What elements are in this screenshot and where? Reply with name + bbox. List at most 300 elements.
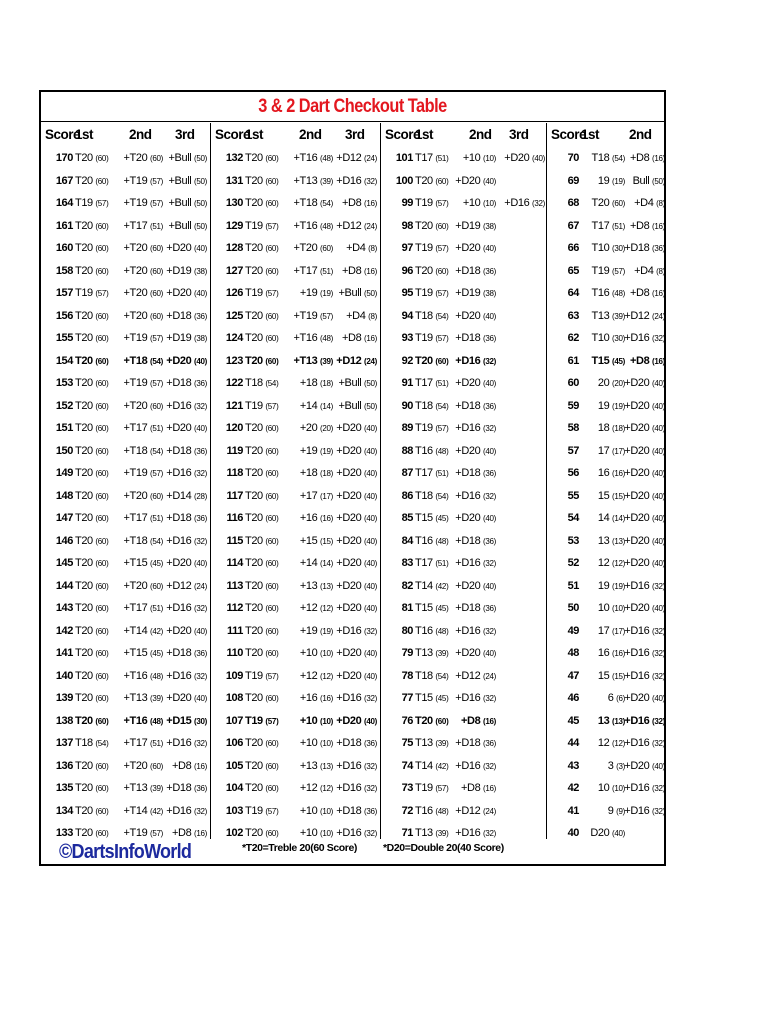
dart-points: (19) [611, 581, 625, 591]
dart-target: T18 [415, 489, 433, 502]
dart-points: (54) [435, 311, 449, 321]
score-cell: 155 [55, 332, 73, 344]
table-row [381, 687, 546, 710]
dart-points: (13) [611, 716, 625, 726]
dart-target: +D18 [166, 782, 192, 794]
dart-points: (48) [435, 806, 449, 816]
dart-points: (3) [616, 761, 625, 771]
second-dart-cell [452, 710, 496, 734]
dart-target: +D20 [455, 377, 481, 389]
first-dart-cell [75, 530, 119, 554]
dart-target: T20 [245, 534, 263, 547]
dart-points: (60) [95, 311, 109, 321]
dart-target: +T19 [123, 377, 148, 389]
third-dart-cell [161, 147, 207, 171]
third-dart-cell [161, 687, 207, 711]
dart-points: (36) [482, 536, 496, 546]
dart-points: (39) [319, 356, 333, 366]
dart-points: (60) [95, 649, 109, 658]
first-dart-cell [245, 777, 289, 801]
third-dart-cell [161, 597, 207, 621]
dart-target: T20 [415, 174, 433, 187]
first-dart-cell [245, 372, 289, 396]
dart-target: +D4 [634, 264, 654, 277]
dart-target: T19 [415, 422, 433, 434]
table-row [41, 237, 210, 260]
second-dart-cell [115, 485, 163, 509]
second-dart-cell [617, 665, 665, 689]
score-cell: 111 [227, 624, 243, 637]
table-row [41, 665, 210, 688]
dart-target: +D8 [342, 264, 362, 277]
third-dart-cell [331, 170, 377, 194]
first-dart-cell [245, 417, 289, 441]
dart-target: T19 [415, 332, 433, 344]
dart-points: (10) [319, 829, 333, 838]
score-cell: 87 [401, 467, 413, 479]
table-row [381, 417, 546, 440]
dart-points: (60) [265, 446, 279, 456]
dart-target: +D16 [336, 827, 362, 839]
third-dart-cell [331, 417, 377, 441]
second-dart-cell [452, 777, 496, 801]
dart-points: (10) [319, 806, 333, 816]
score-cell: 103 [225, 804, 243, 817]
first-dart-cell [75, 800, 119, 824]
first-dart-cell [245, 147, 289, 171]
score-cell: 58 [567, 422, 579, 434]
dart-target: +T17 [293, 264, 318, 277]
dart-points: (24) [482, 671, 496, 681]
dart-points: (16) [482, 716, 496, 726]
second-dart-cell [285, 665, 333, 689]
dart-points: (30) [193, 716, 207, 726]
dart-target: +T19 [123, 467, 148, 479]
table-row [381, 170, 546, 193]
dart-points: (40) [651, 446, 665, 456]
first-dart-cell [75, 215, 119, 239]
dart-points: (42) [149, 806, 163, 816]
dart-target: T20 [245, 579, 263, 592]
dart-target: T20 [415, 264, 433, 277]
table-row [547, 417, 668, 440]
table-row [41, 710, 210, 733]
second-dart-header: 2nd [629, 127, 652, 142]
first-dart-cell [245, 575, 289, 599]
dart-target: +D4 [634, 197, 654, 209]
second-dart-cell [115, 192, 163, 216]
dart-target: T20 [75, 669, 93, 682]
dart-target: +D20 [624, 467, 650, 479]
dart-target: +T13 [293, 174, 318, 187]
checkout-table [39, 90, 666, 866]
third-dart-cell [331, 305, 377, 329]
dart-target: T20 [245, 557, 263, 569]
dart-points: (40) [193, 244, 207, 253]
score-cell: 59 [567, 399, 579, 412]
dart-points: (14) [319, 559, 333, 568]
dart-points: (48) [435, 536, 449, 546]
third-dart-cell [331, 215, 377, 239]
score-cell: 141 [55, 647, 73, 659]
dart-points: (40) [193, 356, 207, 366]
first-dart-cell [245, 800, 289, 824]
score-cell: 133 [55, 827, 73, 839]
table-row [547, 687, 668, 710]
dart-target: +D16 [166, 669, 192, 682]
table-row [211, 260, 380, 283]
dart-points: (60) [265, 626, 279, 636]
dart-target: +D20 [624, 489, 650, 502]
dart-target: +D16 [166, 399, 192, 412]
table-row [41, 800, 210, 823]
second-dart-cell [617, 170, 665, 194]
dart-target: T20 [75, 219, 93, 232]
dart-target: T13 [415, 737, 433, 749]
dart-target: +D18 [455, 467, 481, 479]
score-cell: 45 [567, 714, 579, 727]
dart-points: (36) [482, 739, 496, 748]
dart-target: T20 [75, 557, 93, 569]
table-row [211, 485, 380, 508]
second-dart-cell [452, 485, 496, 509]
dart-target: 16 [597, 467, 610, 479]
table-row [41, 170, 210, 193]
second-dart-header: 2nd [299, 127, 322, 142]
second-dart-cell [285, 395, 333, 419]
dart-target: T17 [415, 152, 433, 164]
table-row [547, 620, 668, 643]
dart-target: T13 [591, 309, 610, 322]
dart-points: (40) [363, 649, 377, 658]
score-cell: 86 [401, 489, 413, 502]
score-cell: 42 [567, 782, 579, 794]
dart-points: (32) [482, 694, 496, 703]
score-cell: 121 [225, 399, 243, 412]
dart-points: (19) [319, 626, 333, 636]
first-dart-header: 1st [581, 127, 600, 142]
table-row [381, 755, 546, 778]
dart-target: +T20 [123, 489, 148, 502]
third-dart-cell [331, 507, 377, 531]
third-dart-cell [161, 417, 207, 441]
dart-target: +13 [299, 579, 318, 592]
dart-target: +D4 [346, 242, 366, 254]
table-row [41, 507, 210, 530]
second-dart-cell [115, 350, 163, 374]
dart-target: +D8 [630, 354, 650, 367]
score-cell: 97 [401, 242, 413, 254]
score-cell: 84 [401, 534, 413, 547]
dart-points: (57) [95, 199, 109, 208]
score-cell: 106 [225, 737, 243, 749]
dart-points: (40) [651, 424, 665, 433]
second-dart-cell [285, 800, 333, 824]
first-dart-cell [245, 192, 289, 216]
dart-target: T14 [415, 579, 433, 592]
table-row [41, 305, 210, 328]
second-dart-cell [115, 282, 163, 306]
dart-points: (57) [435, 199, 449, 208]
table-row [41, 485, 210, 508]
table-row [547, 215, 668, 238]
second-dart-cell [115, 147, 163, 171]
dart-target: +10 [299, 827, 318, 839]
dart-target: +T14 [123, 624, 148, 637]
second-dart-cell [115, 552, 163, 576]
second-dart-cell [285, 642, 333, 666]
first-dart-cell [75, 732, 119, 756]
second-dart-cell [285, 417, 333, 441]
second-dart-cell [452, 192, 496, 216]
dart-points: (60) [149, 154, 163, 163]
dart-points: (60) [95, 424, 109, 433]
dart-target: +D8 [630, 152, 650, 164]
dart-target: T19 [415, 287, 433, 299]
second-dart-cell [617, 597, 665, 621]
dart-points: (40) [482, 649, 496, 658]
dart-target: +D14 [166, 489, 192, 502]
score-cell: 105 [225, 759, 243, 772]
dart-target: +D18 [166, 512, 192, 524]
second-dart-cell [115, 372, 163, 396]
dart-points: (48) [149, 716, 163, 726]
dart-points: (51) [435, 154, 449, 163]
second-dart-cell [452, 147, 496, 171]
score-cell: 101 [395, 152, 413, 164]
dart-target: +13 [299, 759, 318, 772]
dart-points: (48) [319, 221, 333, 231]
score-cell: 138 [55, 714, 73, 727]
dart-target: +D8 [461, 782, 481, 794]
dart-points: (40) [651, 379, 665, 388]
dart-target: T16 [415, 534, 433, 547]
dart-target: +20 [299, 422, 318, 434]
dart-points: (36) [193, 311, 207, 321]
dart-points: (16) [651, 289, 665, 298]
dart-points: (40) [611, 829, 625, 838]
dart-points: (60) [435, 266, 449, 276]
table-row [381, 462, 546, 485]
table-row [41, 552, 210, 575]
first-dart-cell [245, 305, 289, 329]
dart-points: (42) [435, 581, 449, 591]
second-dart-cell [617, 440, 665, 464]
dart-target: +D15 [166, 714, 192, 727]
dart-target: T17 [591, 219, 610, 232]
dart-target: +D18 [455, 534, 481, 547]
dart-target: T20 [75, 264, 93, 277]
third-dart-cell [161, 620, 207, 644]
dart-points: (54) [611, 154, 625, 163]
dart-target: +Bull [338, 287, 362, 299]
dart-target: 19 [597, 399, 610, 412]
dart-points: (19) [611, 401, 625, 411]
table-row [381, 642, 546, 665]
dart-points: (40) [651, 469, 665, 478]
dart-points: (45) [435, 694, 449, 703]
dart-target: T16 [415, 624, 433, 637]
second-dart-cell [617, 305, 665, 329]
score-cell: 109 [225, 669, 243, 682]
dart-target: +D20 [166, 242, 192, 254]
third-dart-cell [331, 620, 377, 644]
dart-target: +D19 [166, 332, 192, 344]
dart-points: (60) [95, 604, 109, 613]
dart-target: +D16 [624, 332, 650, 344]
score-cell: 77 [401, 692, 413, 704]
dart-points: (40) [531, 154, 545, 163]
score-cell: 157 [55, 287, 73, 299]
dart-points: (60) [265, 761, 279, 771]
dart-target: +D20 [624, 377, 650, 389]
second-dart-cell [452, 372, 496, 396]
second-dart-cell [452, 282, 496, 306]
dart-target: T19 [245, 714, 263, 727]
dart-points: (51) [435, 469, 449, 478]
second-dart-cell [285, 192, 333, 216]
third-dart-cell [161, 507, 207, 531]
dart-target: T13 [415, 827, 433, 839]
table-row [211, 800, 380, 823]
second-dart-cell [115, 462, 163, 486]
first-dart-cell [75, 260, 119, 284]
first-dart-cell [75, 620, 119, 644]
score-cell: 125 [225, 309, 243, 322]
score-cell: 134 [55, 804, 73, 817]
first-dart-cell [245, 260, 289, 284]
dart-target: T18 [75, 737, 93, 749]
third-dart-cell [161, 327, 207, 351]
dart-points: (54) [149, 536, 163, 546]
dart-points: (40) [651, 514, 665, 523]
third-dart-cell [331, 485, 377, 509]
table-row [211, 755, 380, 778]
score-cell: 139 [55, 692, 73, 704]
dart-target: T20 [591, 197, 610, 209]
dart-target: +D8 [461, 714, 481, 727]
second-dart-cell [285, 237, 333, 261]
dart-target: +D20 [624, 557, 650, 569]
dart-points: (40) [651, 559, 665, 568]
table-row [211, 372, 380, 395]
dart-points: (60) [95, 829, 109, 838]
score-cell: 90 [401, 399, 413, 412]
score-cell: 49 [567, 624, 579, 637]
score-cell: 73 [401, 782, 413, 794]
dart-points: (18) [611, 424, 625, 433]
third-dart-cell [161, 305, 207, 329]
score-cell: 112 [226, 602, 243, 614]
second-dart-cell [115, 620, 163, 644]
second-dart-cell [617, 620, 665, 644]
dart-points: (39) [149, 784, 163, 793]
score-header: Score [551, 127, 587, 142]
second-dart-cell [617, 372, 665, 396]
dart-points: (15) [611, 671, 625, 681]
dart-target: +D20 [624, 759, 650, 772]
score-cell: 89 [401, 422, 413, 434]
dart-target: +D16 [624, 804, 650, 817]
table-row [381, 305, 546, 328]
dart-target: +D8 [172, 827, 192, 839]
dart-target: +18 [299, 377, 318, 389]
first-dart-cell [75, 597, 119, 621]
third-dart-cell [331, 327, 377, 351]
dart-points: (60) [95, 379, 109, 388]
table-row [547, 440, 668, 463]
dart-points: (48) [435, 446, 449, 456]
dart-target: +D4 [346, 309, 366, 322]
third-dart-header: 3rd [509, 127, 529, 142]
dart-points: (54) [435, 401, 449, 411]
score-cell: 161 [55, 219, 73, 232]
dart-target: +D18 [166, 444, 192, 457]
table-title: 3 & 2 Dart Checkout Table [258, 96, 447, 117]
dart-points: (60) [265, 356, 279, 366]
dart-points: (42) [435, 761, 449, 771]
score-cell: 66 [567, 242, 579, 254]
column-3 [380, 123, 546, 839]
table-row [211, 665, 380, 688]
dart-points: (40) [651, 401, 665, 411]
score-cell: 117 [226, 489, 243, 502]
second-dart-cell [285, 755, 333, 779]
dart-points: (57) [265, 716, 279, 726]
dart-target: +D16 [455, 624, 481, 637]
dart-target: +D16 [166, 737, 192, 749]
dart-target: 13 [597, 714, 610, 727]
dart-target: T20 [75, 444, 93, 457]
dart-points: (17) [319, 491, 333, 501]
dart-points: (40) [482, 176, 496, 186]
third-dart-cell [331, 597, 377, 621]
dart-points: (32) [363, 176, 377, 186]
dart-points: (51) [611, 221, 625, 231]
dart-points: (60) [95, 401, 109, 411]
first-dart-cell [75, 395, 119, 419]
dart-target: +D19 [455, 287, 481, 299]
dart-points: (48) [611, 289, 625, 298]
dart-points: (15) [319, 536, 333, 546]
dart-target: +D20 [336, 602, 362, 614]
dart-target: +T20 [123, 309, 148, 322]
dart-points: (24) [482, 806, 496, 816]
dart-target: +D16 [624, 669, 650, 682]
dart-points: (13) [319, 581, 333, 591]
first-dart-cell [75, 462, 119, 486]
dart-points: (32) [482, 626, 496, 636]
score-cell: 120 [225, 422, 243, 434]
second-dart-cell [452, 755, 496, 779]
dart-target: T20 [245, 309, 263, 322]
dart-target: T19 [75, 287, 93, 299]
second-dart-cell [617, 215, 665, 239]
second-dart-cell [115, 642, 163, 666]
table-row [381, 237, 546, 260]
score-cell: 93 [401, 332, 413, 344]
table-row [381, 215, 546, 238]
second-dart-cell [115, 327, 163, 351]
dart-target: T19 [245, 219, 263, 232]
dart-points: (40) [363, 716, 377, 726]
second-dart-cell [115, 237, 163, 261]
dart-points: (60) [149, 289, 163, 298]
score-cell: 71 [401, 827, 413, 839]
dart-points: (17) [611, 626, 625, 636]
second-dart-cell [115, 440, 163, 464]
table-row [41, 732, 210, 755]
